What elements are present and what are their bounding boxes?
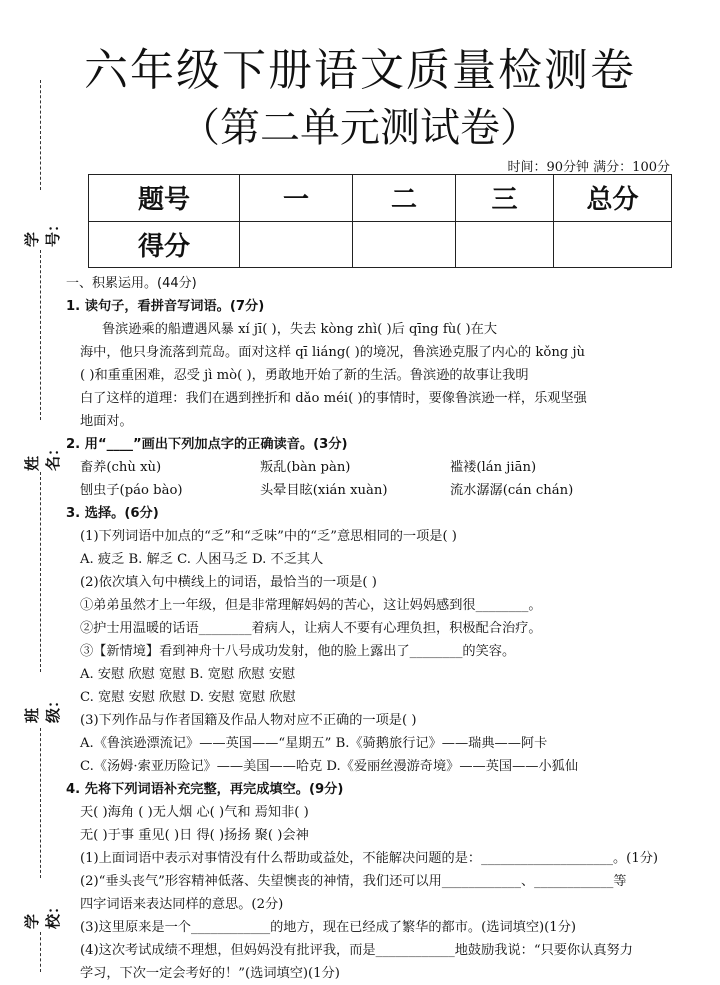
question-title: 1. 读句子，看拼音写词语。(7分) [66, 299, 265, 314]
score-input-cell[interactable] [353, 221, 456, 268]
question-line: 四字词语来表达同样的意思。(2分) [80, 897, 284, 912]
question-line: (2)依次填入句中横线上的词语，最恰当的一项是( ) [80, 575, 377, 590]
pinyin-row [66, 479, 686, 502]
question-line: 无( )于事 重见( )日 得( )扬扬 聚( )会神 [80, 828, 309, 843]
question-line: (1)上面词语中表示对事情没有什么帮助或益处，不能解决问题的是：____________________。(1分) [80, 851, 659, 866]
class-label: 班级： [23, 692, 62, 723]
student-id-label: 学号： [23, 216, 62, 247]
question-title: 4. 先将下列词语补充完整，再完成填空。(9分) [66, 782, 344, 797]
question-line: ②护士用温暖的话语________着病人，让病人不要有心理负担，积极配合治疗。 [80, 621, 542, 636]
pinyin-item: 头晕目眩(xián xuàn) [260, 483, 388, 498]
binding-line [40, 250, 42, 420]
pinyin-item: 畜养(chù xù) [80, 460, 162, 475]
question-line: ( )和重重困难，忍受 jì mò( )，勇敢地开始了新的生活。鲁滨逊的故事让我明 [80, 368, 529, 383]
question-line: ③【新情境】看到神舟十八号成功发射，他的脸上露出了________的笑容。 [80, 644, 516, 659]
score-header-cell: 一 [240, 175, 353, 222]
exam-subtitle: （第二单元测试卷） [180, 105, 540, 151]
pinyin-item: 流水潺潺(cán chán) [450, 483, 574, 498]
name-label: 姓名： [23, 440, 62, 471]
question-line: A. 疲乏 B. 解乏 C. 人困马乏 D. 不乏其人 [80, 552, 324, 567]
score-header-cell: 总分 [554, 175, 672, 222]
question-line: 海中，他只身流落到荒岛。面对这样 qī liáng( )的境况，鲁滨逊克服了内心的 kǒng jù [80, 345, 586, 360]
score-header-cell: 二 [353, 175, 456, 222]
question-line: A.《鲁滨逊漂流记》——英国——“星期五” B.《骑鹅旅行记》——瑞典——阿卡 [80, 736, 548, 751]
binding-line [40, 472, 42, 672]
exam-content [66, 272, 686, 985]
question-line: 地面对。 [80, 414, 133, 429]
question-line: (3)下列作品与作者国籍及作品人物对应不正确的一项是( ) [80, 713, 417, 728]
exam-title: 六年级下册语文质量检测卷 [84, 45, 636, 96]
binding-line [40, 728, 42, 878]
question-line: (4)这次考试成绩不理想，但妈妈没有批评我，而是____________地鼓励我说：“只要你认真努力 [80, 943, 633, 958]
binding-line [40, 932, 42, 972]
question-line: 学习，下次一定会考好的！”(选词填空)(1分) [80, 966, 340, 981]
score-row-label: 得分 [89, 221, 240, 268]
question-line: C.《汤姆·索亚历险记》——美国——哈克 D.《爱丽丝漫游奇境》——英国——小狐仙 [80, 759, 579, 774]
question-line: A. 安慰 欣慰 宽慰 B. 宽慰 欣慰 安慰 [80, 667, 296, 682]
school-label: 学校： [23, 898, 62, 929]
binding-margin [0, 60, 60, 971]
score-table [88, 174, 672, 268]
pinyin-item: 叛乱(bàn pàn) [260, 460, 351, 475]
question-line: 天( )海角 ( )无人烟 心( )气和 焉知非( ) [80, 805, 309, 820]
question-line: C. 宽慰 安慰 欣慰 D. 安慰 宽慰 欣慰 [80, 690, 296, 705]
question-title: 2. 用“____”画出下列加点字的正确读音。(3分) [66, 437, 348, 452]
question-line: ①弟弟虽然才上一年级，但是非常理解妈妈的苦心，这让妈妈感到很________。 [80, 598, 542, 613]
question-line: 鲁滨逊乘的船遭遇风暴 xí jī( )，失去 kòng zhì( )后 qīng fù( )在大 [102, 322, 498, 337]
question-line: (2)“垂头丧气”形容精神低落、失望懊丧的神情，我们还可以用____________、____________等 [80, 874, 627, 889]
pinyin-item: 褴褛(lán jiān) [450, 460, 537, 475]
question-line: (1)下列词语中加点的“乏”和“乏味”中的“乏”意思相同的一项是( ) [80, 529, 457, 544]
score-header-cell: 三 [456, 175, 554, 222]
question-line: (3)这里原来是一个____________的地方，现在已经成了繁华的都市。(选词填空)(1分) [80, 920, 577, 935]
section-title: 一、积累运用。(44分) [66, 276, 197, 291]
score-input-cell[interactable] [554, 221, 672, 268]
binding-line [40, 80, 42, 190]
question-title: 3. 选择。(6分) [66, 506, 159, 521]
question-line: 白了这样的道理：我们在遇到挫折和 dǎo méi( )的事情时，要像鲁滨逊一样，乐观坚强 [80, 391, 587, 406]
score-input-cell[interactable] [240, 221, 353, 268]
score-header-cell: 题号 [89, 175, 240, 222]
score-input-cell[interactable] [456, 221, 554, 268]
pinyin-row [66, 456, 686, 479]
pinyin-item: 刨虫子(páo bào) [80, 483, 183, 498]
time-info: 时间：90分钟 满分：100分 [507, 160, 670, 175]
